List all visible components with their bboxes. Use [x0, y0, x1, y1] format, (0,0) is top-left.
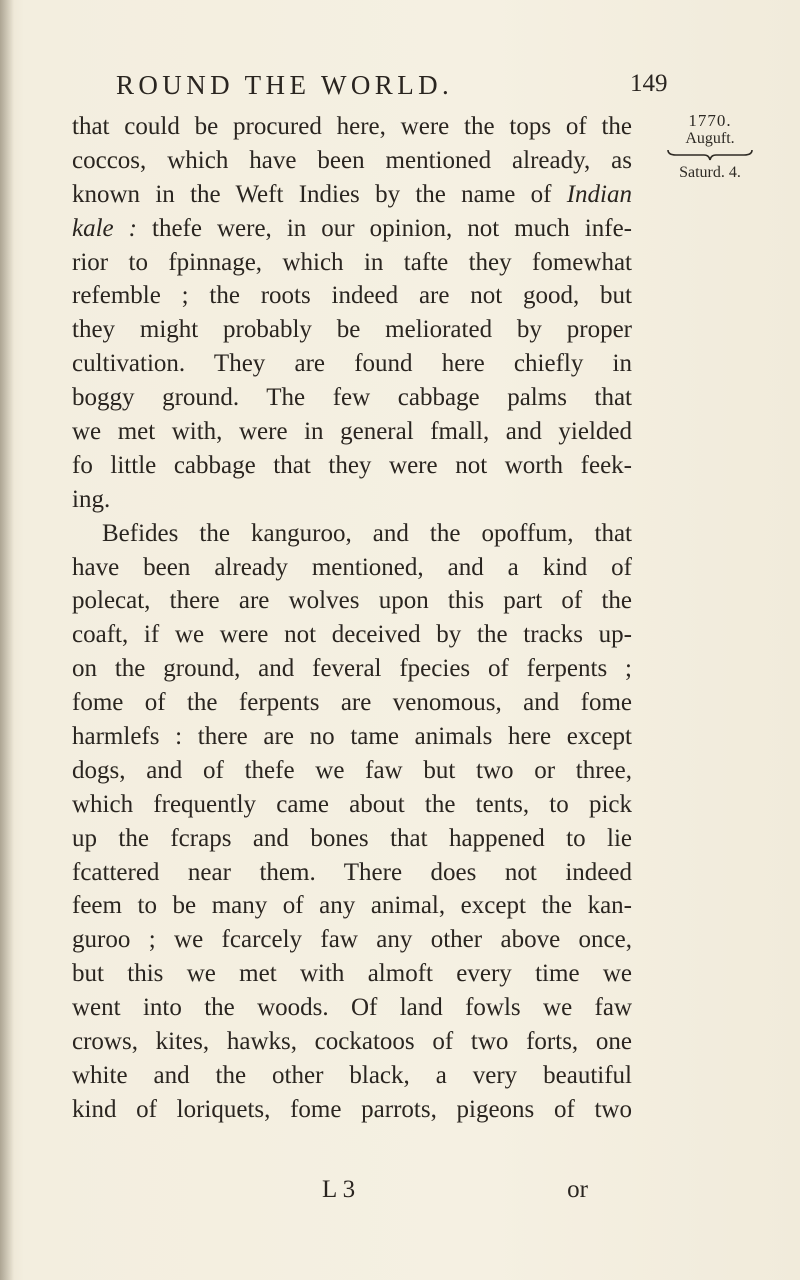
page-footer — [72, 1176, 632, 1210]
text-line: cultivation. They are found here chiefly in — [72, 350, 632, 378]
text-line: up the fcraps and bones that happened to lie — [72, 824, 632, 852]
text-line: have been already mentioned, and a kind of — [72, 553, 632, 581]
text-line: polecat, there are wolves upon this part of the — [72, 587, 632, 615]
text-line: they might probably be meliorated by proper — [72, 316, 632, 344]
text-line: that could be procured here, were the tops of the — [72, 113, 632, 140]
text-line: boggy ground. The few cabbage palms that — [72, 384, 632, 412]
text-line: ing. — [72, 485, 111, 513]
text-line — [72, 212, 632, 246]
italic-term: Indian — [566, 180, 633, 208]
text-segment: thefe were, in our opinion, not much infe- — [152, 214, 632, 242]
margin-note-date — [660, 112, 760, 183]
margin-note-day: Saturd. 4. — [679, 164, 741, 181]
text-line: on the ground, and feveral fpecies of ferpents ; — [72, 655, 632, 683]
text-line: fome of the ferpents are venomous, and fome — [72, 689, 632, 717]
gutter-shadow — [0, 0, 14, 1280]
text-line: we met with, were in general fmall, and yielded — [72, 418, 632, 446]
text-line: fo little cabbage that they were not worth feek- — [72, 451, 632, 479]
text-line: guroo ; we fcarcely faw any other above once, — [72, 926, 632, 954]
page-number: 149 — [630, 70, 668, 97]
text-line — [72, 178, 632, 212]
brace-icon — [666, 149, 754, 161]
text-line: went into the woods. Of land fowls we faw — [72, 994, 632, 1022]
text-line: Befides the kanguroo, and the opoffum, that — [102, 519, 632, 547]
body-text — [72, 110, 632, 1127]
text-line: kind of loriquets, fome parrots, pigeons of two — [72, 1095, 632, 1123]
text-line: feem to be many of any animal, except the kan- — [72, 892, 632, 920]
text-segment: known in the Weft Indies by the name of — [72, 180, 552, 208]
text-line: coccos, which have been mentioned already, as — [72, 146, 632, 174]
text-line: harmlefs : there are no tame animals here except — [72, 723, 632, 751]
italic-term: kale : — [72, 214, 137, 242]
text-line: refemble ; the roots indeed are not good, but — [72, 282, 632, 310]
text-line: dogs, and of thefe we faw but two or three, — [72, 756, 632, 784]
signature-mark: L 3 — [322, 1176, 356, 1203]
text-line: which frequently came about the tents, to pick — [72, 790, 632, 818]
margin-note-month: Auguft. — [685, 130, 735, 147]
margin-note-year: 1770. — [688, 111, 732, 130]
text-line: rior to fpinnage, which in tafte they fomewhat — [72, 248, 632, 276]
text-line: fcattered near them. There does not indeed — [72, 858, 632, 886]
text-line: crows, kites, hawks, cockatoos of two forts, one — [72, 1028, 632, 1056]
text-line: but this we met with almoft every time we — [72, 960, 632, 988]
text-line: white and the other black, a very beautiful — [72, 1061, 632, 1089]
running-head: ROUND THE WORLD. — [116, 70, 454, 100]
text-line: coaft, if we were not deceived by the tracks up- — [72, 621, 632, 649]
catchword: or — [567, 1176, 588, 1203]
